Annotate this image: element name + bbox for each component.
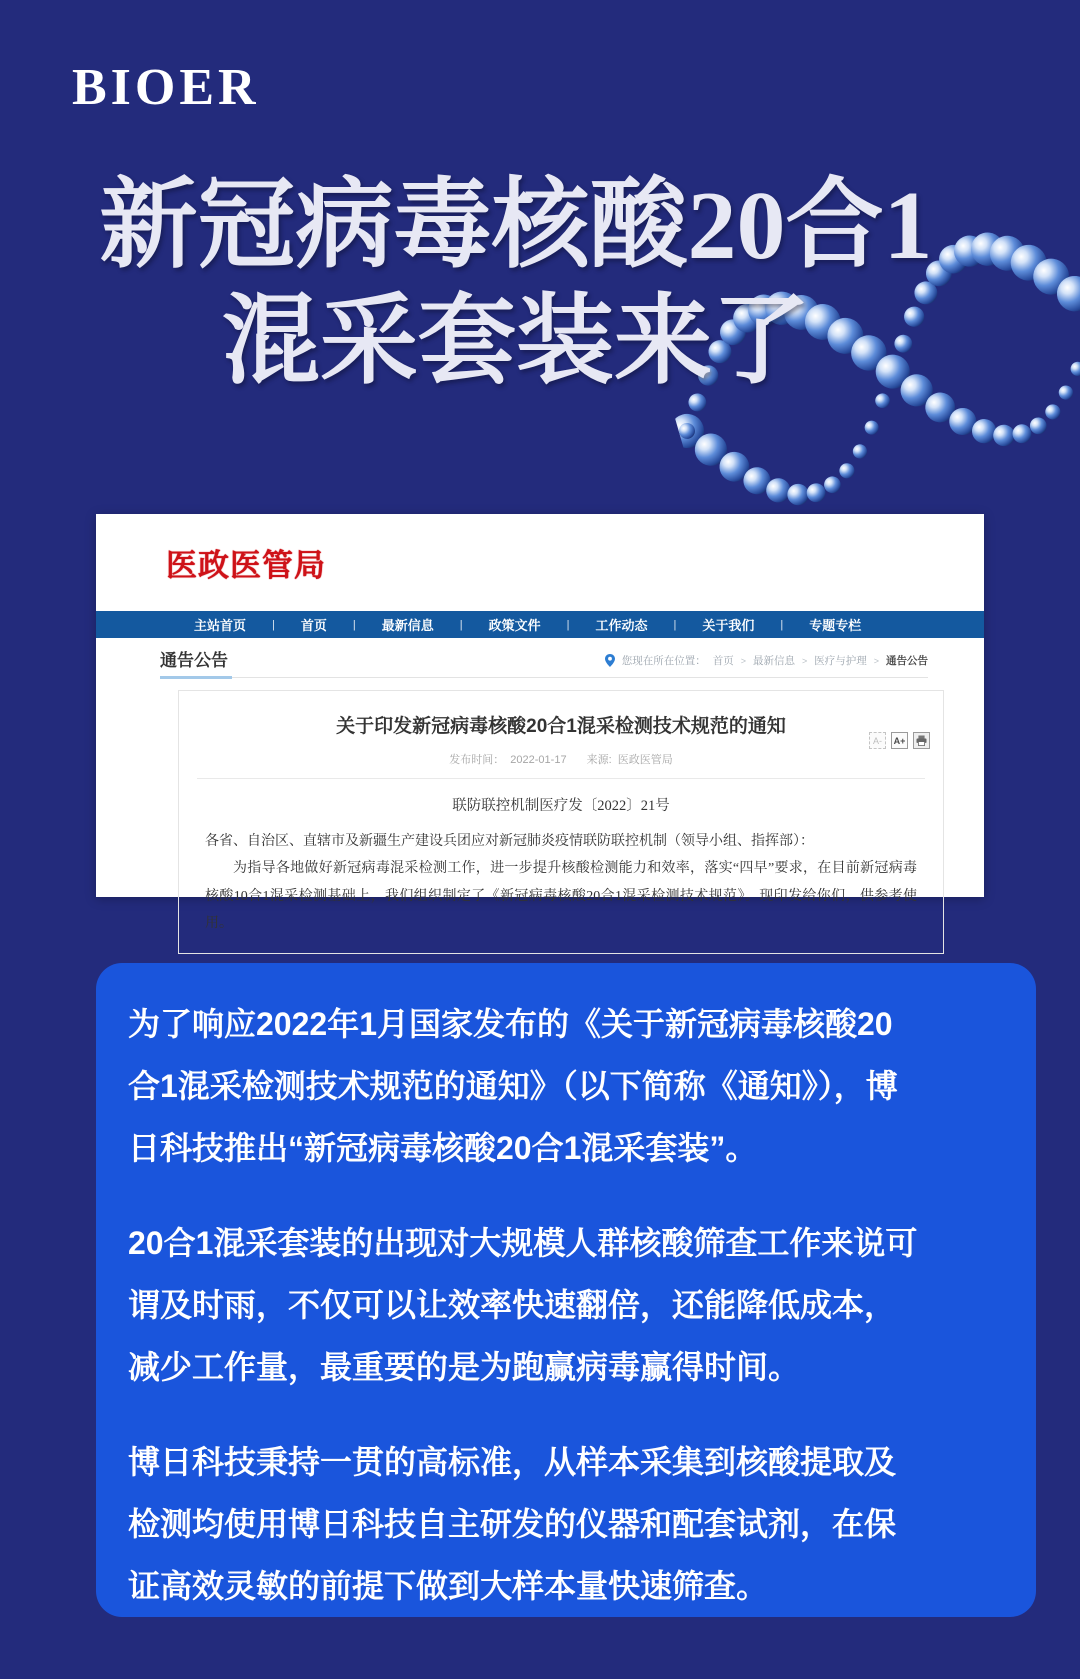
nav-separator: |	[673, 618, 677, 631]
hero-headline-line1: 新冠病毒核酸20合1	[99, 172, 933, 280]
printer-glyph	[916, 735, 927, 746]
print-icon[interactable]	[913, 732, 930, 749]
article-meta	[179, 751, 943, 767]
breadcrumb	[605, 653, 928, 677]
info-card	[96, 963, 1036, 1617]
nav-item-special-columns[interactable]: 专题专栏	[809, 618, 862, 633]
source-label: 来源:	[586, 754, 612, 766]
bioer-logo: BIOER	[72, 59, 260, 116]
breadcrumb-current: 通告公告	[886, 655, 928, 667]
article-divider	[197, 778, 925, 779]
article-box	[178, 690, 944, 954]
source-value: 医政医管局	[617, 754, 673, 766]
breadcrumb-medical-nursing[interactable]: 医疗与护理	[814, 655, 867, 667]
nav-item-home-main[interactable]: 主站首页	[194, 618, 247, 633]
article-body	[205, 828, 917, 937]
font-increase-icon[interactable]: A+	[891, 732, 908, 749]
breadcrumb-separator: >	[873, 655, 879, 666]
publish-time-label: 发布时间：	[449, 754, 505, 766]
publish-date: 2022-01-17	[510, 754, 567, 766]
article-paragraph: 为指导各地做好新冠病毒混采检测工作，进一步提升核酸检测能力和效率，落实“四早”要求，在目前新冠病毒核酸10合1混采检测基础上，我们组织制定了《新冠病毒核酸20合1混采检测技术规范》。现印发给你们，供参考使用。	[205, 861, 917, 931]
nav-separator: |	[352, 618, 356, 631]
breadcrumb-prefix: 您现在所在位置：	[621, 655, 706, 667]
nav-item-about-us[interactable]: 关于我们	[702, 618, 755, 633]
info-card-paragraph-3: 博日科技秉持一贯的高标准，从样本采集到核酸提取及检测均使用博日科技自主研发的仪器和配套试剂，在保证高效灵敏的前提下做到大样本量快速筛查。	[128, 1444, 897, 1604]
breadcrumb-latest-news[interactable]: 最新信息	[752, 655, 795, 667]
info-card-paragraph-1: 为了响应2022年1月国家发布的《关于新冠病毒核酸20合1混采检测技术规范的通知》（以下简称《通知》），博日科技推出“新冠病毒核酸20合1混采套装”。	[128, 1006, 898, 1166]
nav-separator: |	[780, 618, 784, 631]
font-decrease-icon[interactable]: A-	[869, 732, 886, 749]
nav-item-work-updates[interactable]: 工作动态	[595, 618, 648, 633]
nav-separator: |	[459, 618, 463, 631]
breadcrumb-separator: >	[801, 655, 808, 666]
section-header-row	[160, 648, 928, 678]
dna-helix-icon	[637, 152, 1080, 582]
breadcrumb-home[interactable]: 首页	[712, 655, 734, 667]
info-card-paragraph-2: 20合1混采套装的出现对大规模人群核酸筛查工作来说可谓及时雨，不仅可以让效率快速翻倍，还能降低成本，减少工作量，最重要的是为跑赢病毒赢得时间。	[128, 1225, 918, 1385]
location-pin-icon	[605, 654, 615, 667]
hero-headline-line2: 混采套装来了	[221, 288, 810, 396]
article-title: 关于印发新冠病毒核酸20合1混采检测技术规范的通知	[336, 716, 786, 737]
site-navbar	[96, 611, 984, 638]
article-toolbar	[869, 732, 930, 749]
nav-separator: |	[566, 618, 570, 631]
nav-item-policy-documents[interactable]: 政策文件	[488, 618, 541, 633]
doc-number: 联防联控机制医疗发〔2022〕21号	[452, 798, 670, 814]
nav-separator: |	[272, 618, 275, 631]
section-title-notices: 通告公告	[160, 646, 232, 679]
site-screenshot	[96, 514, 984, 931]
nav-item-home[interactable]: 首页	[300, 618, 327, 633]
nav-item-latest-news[interactable]: 最新信息	[381, 618, 434, 633]
site-title: 医政医管局	[166, 548, 326, 583]
article-paragraph: 各省、自治区、直辖市及新疆生产建设兵团应对新冠肺炎疫情联防联控机制（领导小组、指挥部）：	[205, 834, 814, 849]
breadcrumb-separator: >	[740, 655, 746, 666]
